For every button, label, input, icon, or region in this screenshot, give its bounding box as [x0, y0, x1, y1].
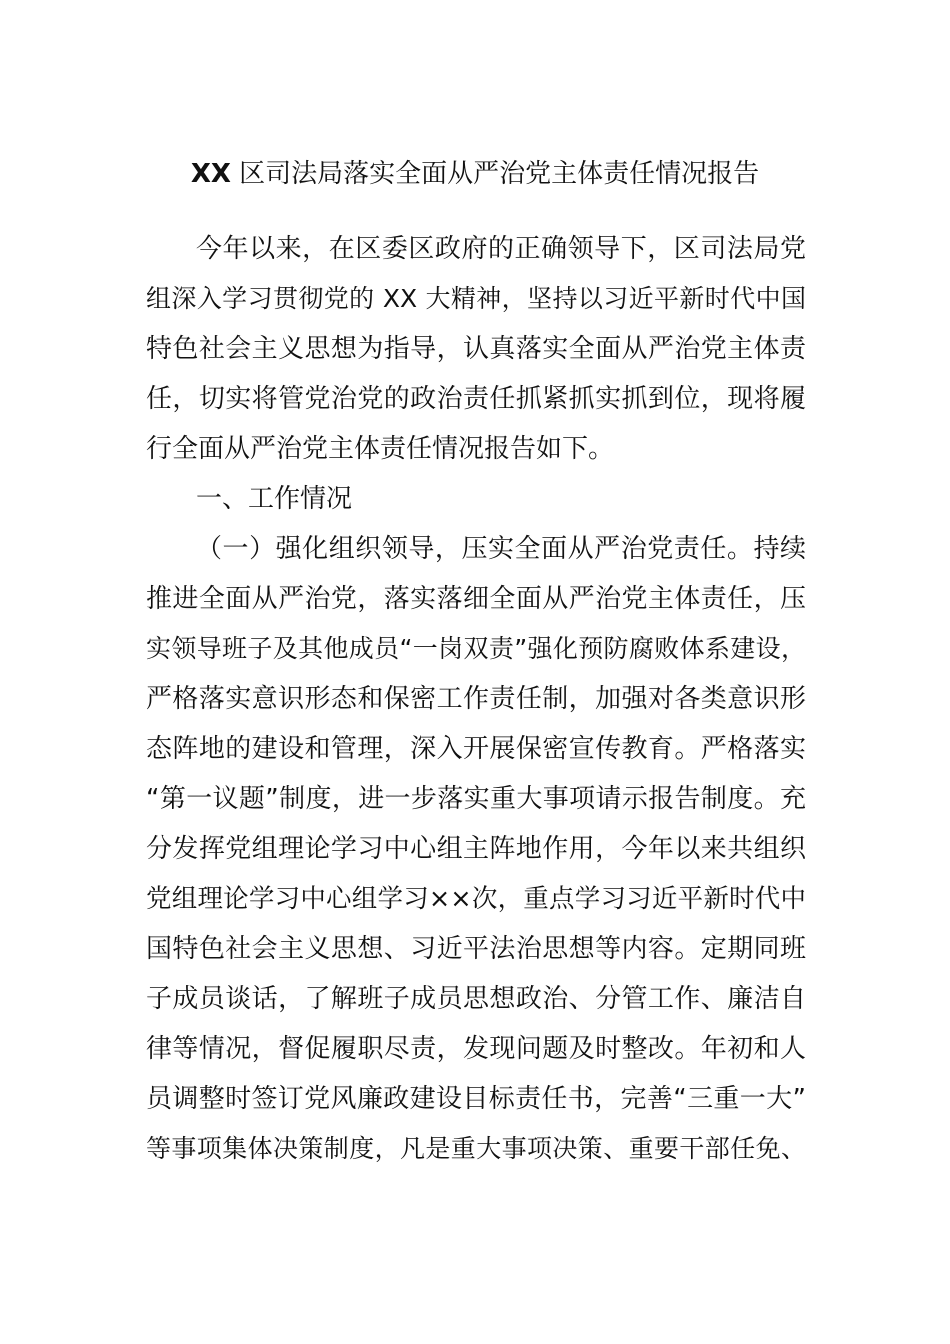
- document-title: [0, 154, 950, 194]
- paragraph-2-line-12: 员调整时签订党风廉政建设目标责任书，完善“三重一大”: [146, 1084, 806, 1114]
- paragraph-1-line-4: 任，切实将管党治党的政治责任抓紧抓实抓到位，现将履: [146, 384, 806, 414]
- paragraph-2-line-1: （一）强化组织领导，压实全面从严治党责任。持续: [196, 534, 806, 564]
- section-heading: 一、工作情况: [196, 484, 353, 514]
- paragraph-2-line-4: 严格落实意识形态和保密工作责任制，加强对各类意识形: [146, 684, 806, 714]
- paragraph-2-line-10: 子成员谈话，了解班子成员思想政治、分管工作、廉洁自: [146, 984, 806, 1014]
- title-text: 区司法局落实全面从严治党主体责任情况报告: [239, 159, 760, 189]
- paragraph-2-line-11: 律等情况，督促履职尽责，发现问题及时整改。年初和人: [146, 1034, 806, 1064]
- paragraph-2-line-3: 实领导班子及其他成员“一岗双责”强化预防腐败体系建设，: [146, 634, 806, 663]
- paragraph-2-line-8: 党组理论学习中心组学习××次，重点学习习近平新时代中: [146, 884, 806, 914]
- paragraph-1-line-2: 组深入学习贯彻党的 XX 大精神，坚持以习近平新时代中国: [146, 284, 806, 313]
- paragraph-2-line-6: “第一议题”制度，进一步落实重大事项请示报告制度。充: [146, 784, 806, 814]
- paragraph-2-line-9: 国特色社会主义思想、习近平法治思想等内容。定期同班: [146, 934, 806, 964]
- paragraph-2-line-7: 分发挥党组理论学习中心组主阵地作用，今年以来共组织: [146, 834, 806, 864]
- paragraph-2-line-2: 推进全面从严治党，落实落细全面从严治党主体责任，压: [146, 584, 806, 614]
- paragraph-1-line-3: 特色社会主义思想为指导，认真落实全面从严治党主体责: [146, 334, 806, 364]
- paragraph-2-line-5: 态阵地的建设和管理，深入开展保密宣传教育。严格落实: [146, 734, 806, 764]
- paragraph-1-line-1: 今年以来，在区委区政府的正确领导下，区司法局党: [196, 234, 806, 264]
- paragraph-2-line-13: 等事项集体决策制度，凡是重大事项决策、重要干部任免、: [146, 1134, 806, 1163]
- paragraph-1-line-5: 行全面从严治党主体责任情况报告如下。: [146, 434, 615, 464]
- title-prefix: XX: [190, 159, 231, 189]
